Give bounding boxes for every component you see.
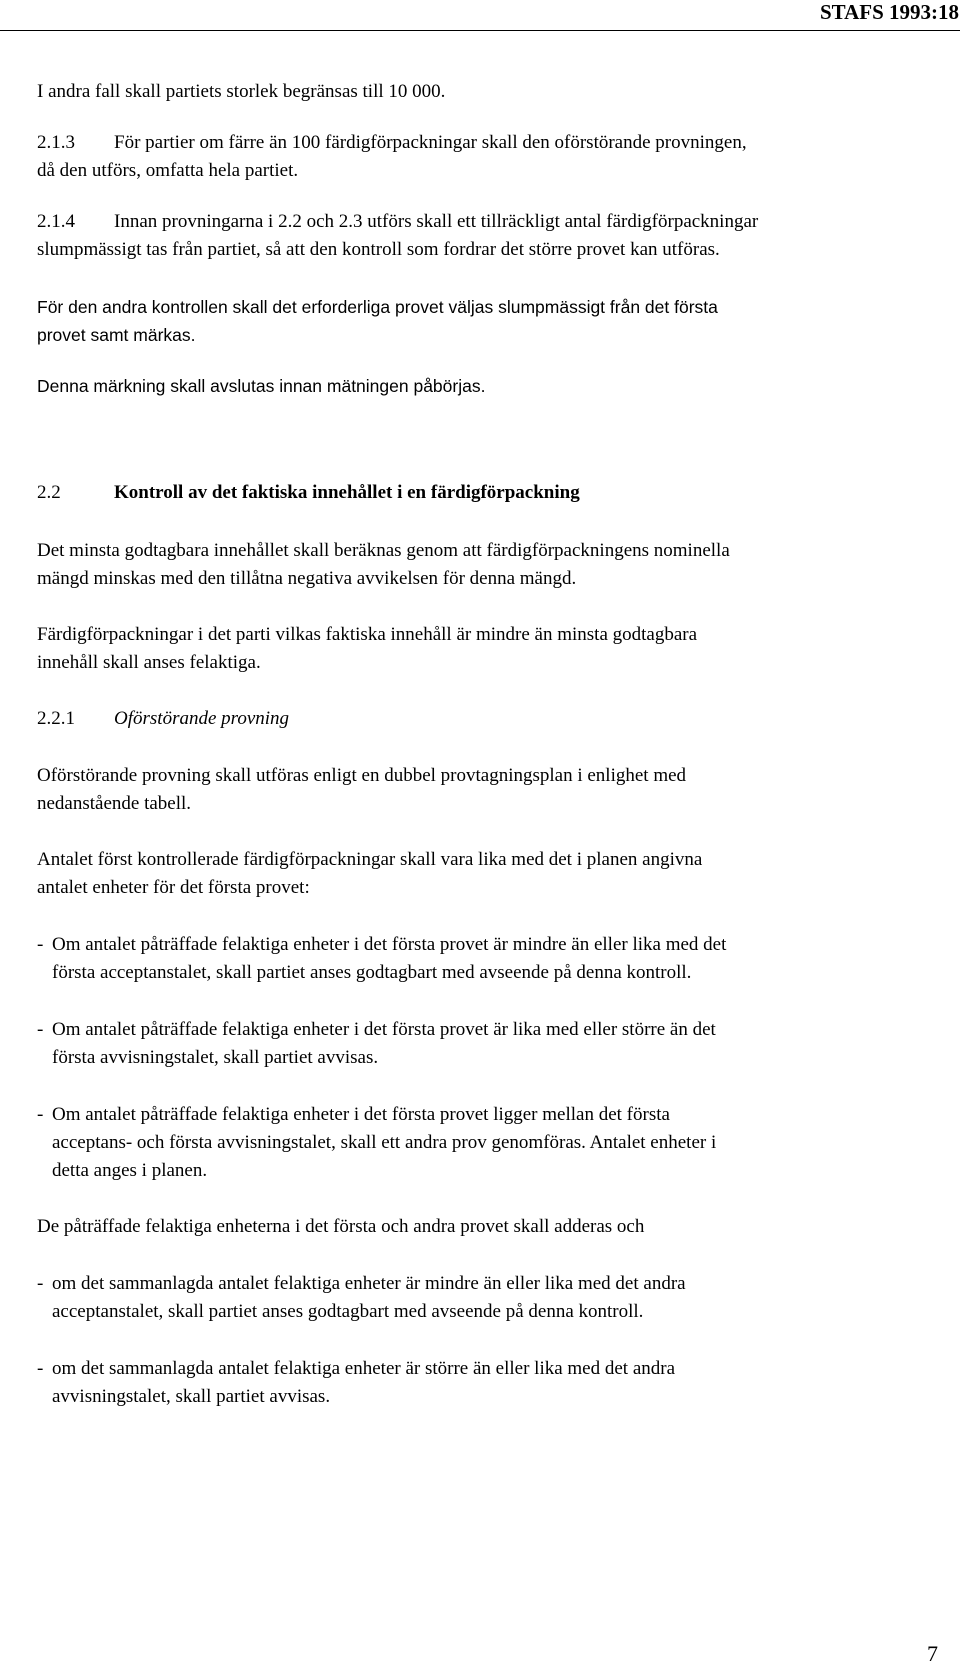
list-item-line: Om antalet påträffade felaktiga enheter i det första provet ligger mellan det första — [52, 1104, 670, 1125]
list-item-line: acceptanstalet, skall partiet anses godtagbart med avseende på denna kontroll. — [52, 1301, 644, 1322]
list-dash: - — [37, 1358, 44, 1379]
paragraph-line: För partier om färre än 100 färdigförpackningar skall den oförstörande provningen, — [114, 132, 747, 153]
paragraph-andra-kontrollen — [37, 293, 917, 349]
paragraph-partiets-storlek: I andra fall skall partiets storlek begränsas till 10 000. — [37, 81, 446, 102]
paragraph-line: slumpmässigt tas från partiet, så att den kontroll som fordrar det större provet kan utföras. — [37, 239, 720, 260]
paragraph-line: antalet enheter för det första provet: — [37, 877, 310, 898]
list-item-line: Om antalet påträffade felaktiga enheter i det första provet är mindre än eller lika med det — [52, 934, 727, 955]
section-heading-2-2 — [37, 479, 917, 507]
list-item — [37, 931, 917, 987]
list-item — [37, 1355, 917, 1411]
paragraph-2-1-4 — [37, 208, 917, 264]
list-dash: - — [37, 934, 44, 955]
section-number: 2.2.1 — [37, 708, 75, 729]
list-item-line: om det sammanlagda antalet felaktiga enheter är mindre än eller lika med det andra — [52, 1273, 686, 1294]
paragraph-line: mängd minskas med den tillåtna negativa avvikelsen för denna mängd. — [37, 568, 577, 589]
paragraph-line: provet samt märkas. — [37, 325, 196, 345]
header-divider — [0, 30, 960, 31]
paragraph-2-1-3 — [37, 129, 917, 185]
list-dash: - — [37, 1104, 44, 1125]
paragraph-line: Färdigförpackningar i det parti vilkas faktiska innehåll är mindre än minsta godtagbara — [37, 624, 698, 645]
list-item — [37, 1101, 917, 1185]
paragraph-line: nedanstående tabell. — [37, 793, 192, 814]
paragraph-fardigforpackningar — [37, 621, 917, 677]
paragraph-line: Oförstörande provning skall utföras enligt en dubbel provtagningsplan i enlighet med — [37, 765, 687, 786]
list-item-line: detta anges i planen. — [52, 1160, 208, 1181]
paragraph-line: För den andra kontrollen skall det erforderliga provet väljas slumpmässigt från det första — [37, 297, 718, 317]
paragraph-denna-markning: Denna märkning skall avslutas innan mätningen påbörjas. — [37, 376, 486, 396]
paragraph-line: då den utförs, omfatta hela partiet. — [37, 160, 299, 181]
paragraph-line: Innan provningarna i 2.2 och 2.3 utförs skall ett tillräckligt antal färdigförpackningar — [114, 211, 759, 232]
list-item-line: om det sammanlagda antalet felaktiga enheter är större än eller lika med det andra — [52, 1358, 676, 1379]
list-item-line: första acceptanstalet, skall partiet anses godtagbart med avseende på denna kontroll. — [52, 962, 692, 983]
paragraph-minsta-godtagbara — [37, 537, 917, 593]
list-item — [37, 1270, 917, 1326]
paragraph-line: innehåll skall anses felaktiga. — [37, 652, 261, 673]
section-title: Kontroll av det faktiska innehållet i en färdigförpackning — [114, 482, 580, 503]
list-dash: - — [37, 1273, 44, 1294]
section-number: 2.1.3 — [37, 132, 75, 153]
section-number: 2.1.4 — [37, 211, 75, 232]
section-heading-2-2-1 — [37, 705, 917, 733]
list-item-line: acceptans- och första avvisningstalet, skall ett andra prov genomföras. Antalet enheter i — [52, 1132, 717, 1153]
list-item-line: Om antalet påträffade felaktiga enheter i det första provet är lika med eller större än det — [52, 1019, 716, 1040]
paragraph-line: Det minsta godtagbara innehållet skall beräknas genom att färdigförpackningens nominella — [37, 540, 730, 561]
section-title: Oförstörande provning — [114, 708, 290, 729]
list-item — [37, 1016, 917, 1072]
list-item-line: första avvisningstalet, skall partiet avvisas. — [52, 1047, 379, 1068]
list-item-line: avvisningstalet, skall partiet avvisas. — [52, 1386, 331, 1407]
paragraph-line: Antalet först kontrollerade färdigförpackningar skall vara lika med det i planen angivna — [37, 849, 703, 870]
document-header-title: STAFS 1993:18 — [819, 0, 959, 24]
list-dash: - — [37, 1019, 44, 1040]
paragraph-oforstorande-provning — [37, 762, 917, 818]
section-number: 2.2 — [37, 482, 61, 503]
paragraph-de-patraffade: De påträffade felaktiga enheterna i det första och andra provet skall adderas och — [37, 1216, 645, 1237]
paragraph-antalet-forst — [37, 846, 917, 902]
page-number: 7 — [927, 1641, 938, 1666]
